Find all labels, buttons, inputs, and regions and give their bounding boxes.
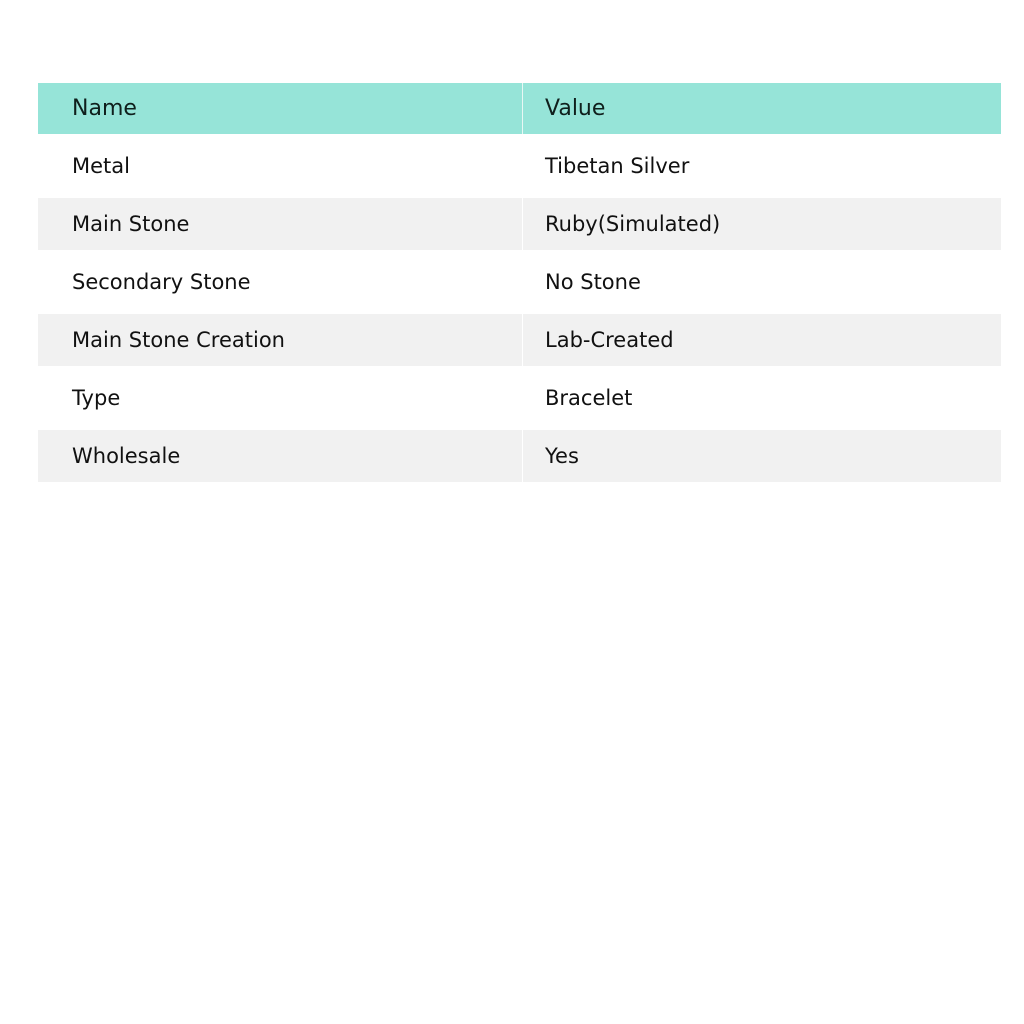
attribute-name-cell: Secondary Stone — [38, 250, 523, 314]
specifications-table — [38, 83, 1001, 482]
attribute-name-cell: Metal — [38, 134, 523, 198]
attribute-value-cell: Ruby(Simulated) — [523, 198, 1001, 250]
table-row — [38, 134, 1001, 198]
attribute-value-cell: Yes — [523, 430, 1001, 482]
name-column-header: Name — [38, 83, 523, 134]
attribute-name-cell: Type — [38, 366, 523, 430]
attribute-value-cell: No Stone — [523, 250, 1001, 314]
attribute-name-cell: Main Stone — [38, 198, 523, 250]
table-row — [38, 366, 1001, 430]
table-row — [38, 198, 1001, 250]
header-row — [38, 83, 1001, 134]
attribute-value-cell: Tibetan Silver — [523, 134, 1001, 198]
table-body — [38, 134, 1001, 482]
value-column-header: Value — [523, 83, 1001, 134]
attribute-value-cell: Bracelet — [523, 366, 1001, 430]
table-header — [38, 83, 1001, 134]
table-row — [38, 250, 1001, 314]
attribute-name-cell: Wholesale — [38, 430, 523, 482]
attribute-value-cell: Lab-Created — [523, 314, 1001, 366]
table-row — [38, 314, 1001, 366]
table-row — [38, 430, 1001, 482]
attribute-name-cell: Main Stone Creation — [38, 314, 523, 366]
